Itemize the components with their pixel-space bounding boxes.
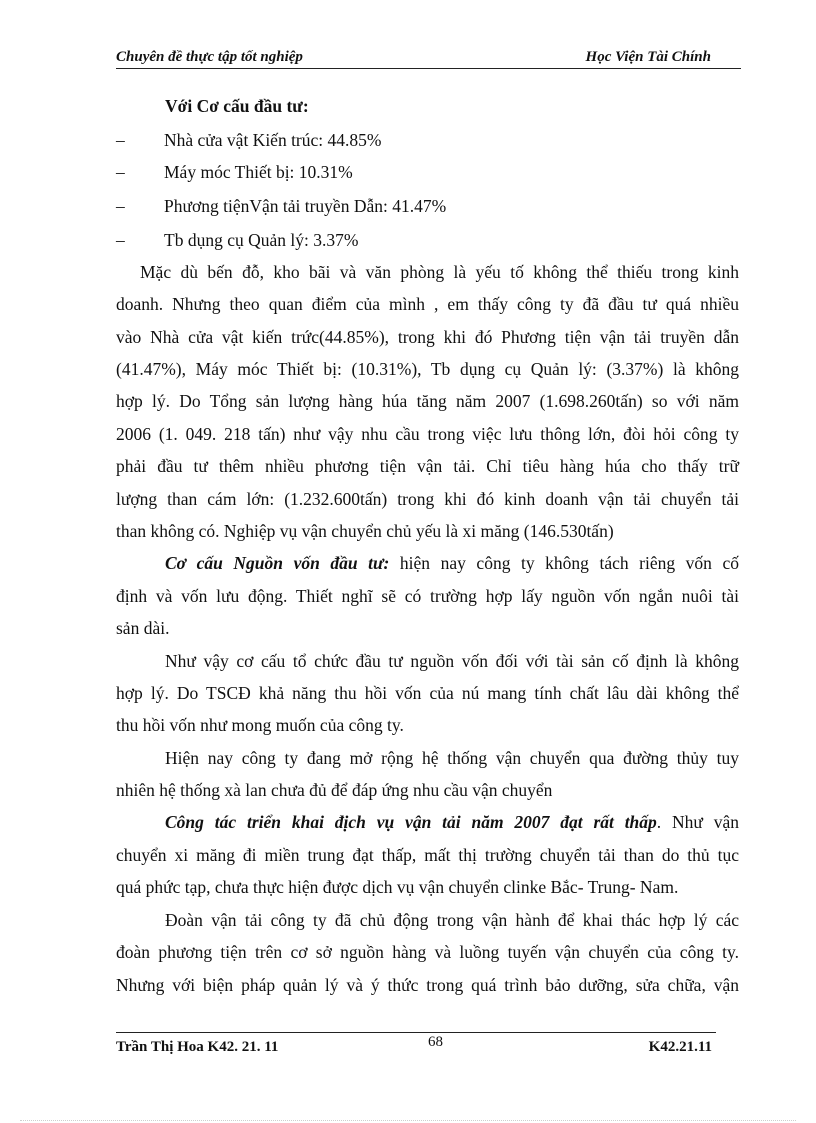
paragraph-line: Công tác triển khai địch vụ vận tải năm 2007 đạt rất thấp. Như vận [165,812,739,832]
list-item: – Phương tiệnVận tải truyền Dẫn: 41.47% [116,196,447,216]
paragraph-line: lượng than cám lớn: (1.232.600tấn) trong khi đó kinh doanh vận tải chuyển tải [116,489,739,509]
paragraph-line: chuyển xi măng đi miền trung đạt thấp, mất thị trường chuyển tải than do thủ tục [116,845,739,865]
list-item: – Nhà cửa vật Kiến trúc: 44.85% [116,130,382,150]
paragraph-line: Mặc dù bến đỗ, kho bãi và văn phòng là yếu tố không thể thiếu trong kinh [140,262,739,282]
paragraph-line: phải đầu tư thêm nhiều phương tiện vận tải. Chỉ tiêu hàng húa cho thấy trữ [116,456,739,476]
paragraph-line: vào Nhà cửa vật kiến trức(44.85%), trong khi đó Phương tiện vận tải truyền dẫn [116,327,739,347]
paragraph-line: đoàn phương tiện trên cơ sở nguồn hàng và luồng tuyến vận chuyển của công ty. [116,942,739,962]
paragraph-line: doanh. Nhưng theo quan điểm của mình , em thấy công ty đã đầu tư quá nhiều [116,294,739,314]
page-header [116,48,741,69]
header-title: Chuyên đề thực tập tốt nghiệp [116,49,303,65]
subheading: Với Cơ cấu đầu tư: [165,96,309,116]
paragraph-line: Nhưng với biện pháp quản lý và ý thức trong quá trình bảo dưỡng, sửa chữa, vận [116,975,739,995]
paragraph-line: Như vậy cơ cấu tổ chức đầu tư nguồn vốn đối với tài sản cố định là không [165,651,739,671]
emphasis-lead: Cơ cấu Nguồn vốn đầu tư: [165,553,390,573]
footer-divider [116,1032,716,1033]
footer-author: Trần Thị Hoa K42. 21. 11 [116,1039,279,1055]
paragraph-line: hợp lý. Do Tổng sản lượng hàng húa tăng năm 2007 (1.698.260tấn) so với năm [116,391,739,411]
paragraph-line: sản dài. [116,618,170,638]
paragraph-line: nhiên hệ thống xà lan chưa đủ để đáp ứng nhu cầu vận chuyển [116,780,553,800]
paragraph-line: Đoàn vận tải công ty đã chủ động trong vận hành để khai thác hợp lý các [165,910,739,930]
paragraph-line: định và vốn lưu động. Thiết nghĩ sẽ có trường hợp lấy nguồn vốn ngắn nuôi tài [116,586,739,606]
list-item: – Máy móc Thiết bị: 10.31% [116,162,353,182]
paragraph-line: Cơ cấu Nguồn vốn đầu tư: hiện nay công ty không tách riêng vốn cố [165,553,739,573]
paragraph-line: thu hồi vốn như mong muốn của công ty. [116,715,404,735]
paragraph-line: hợp lý. Do TSCĐ khả năng thu hồi vốn của nú mang tính chất lâu dài không thể [116,683,739,703]
paragraph-line: than không có. Nghiệp vụ vận chuyển chủ yếu là xi măng (146.530tấn) [116,521,614,541]
paragraph-line: 2006 (1. 049. 218 tấn) như vậy nhu cầu trong việc lưu thông lớn, đòi hỏi công ty [116,424,739,444]
header-institution: Học Viện Tài Chính [585,49,711,65]
paragraph-line: Hiện nay công ty đang mở rộng hệ thống vận chuyển qua đường thủy tuy [165,748,739,768]
footer-class: K42.21.11 [648,1039,712,1055]
list-item: – Tb dụng cụ Quản lý: 3.37% [116,230,359,250]
paragraph-line: quá phức tạp, chưa thực hiện được dịch vụ vận chuyển clinke Bắc- Trung- Nam. [116,877,679,897]
page-number: 68 [428,1034,443,1050]
emphasis-lead: Công tác triển khai địch vụ vận tải năm 2007 đạt rất thấp [165,812,657,832]
page-edge-divider [20,1120,796,1121]
paragraph-line: (41.47%), Máy móc Thiết bị: (10.31%), Tb dụng cụ Quản lý: (3.37%) là không [116,359,739,379]
